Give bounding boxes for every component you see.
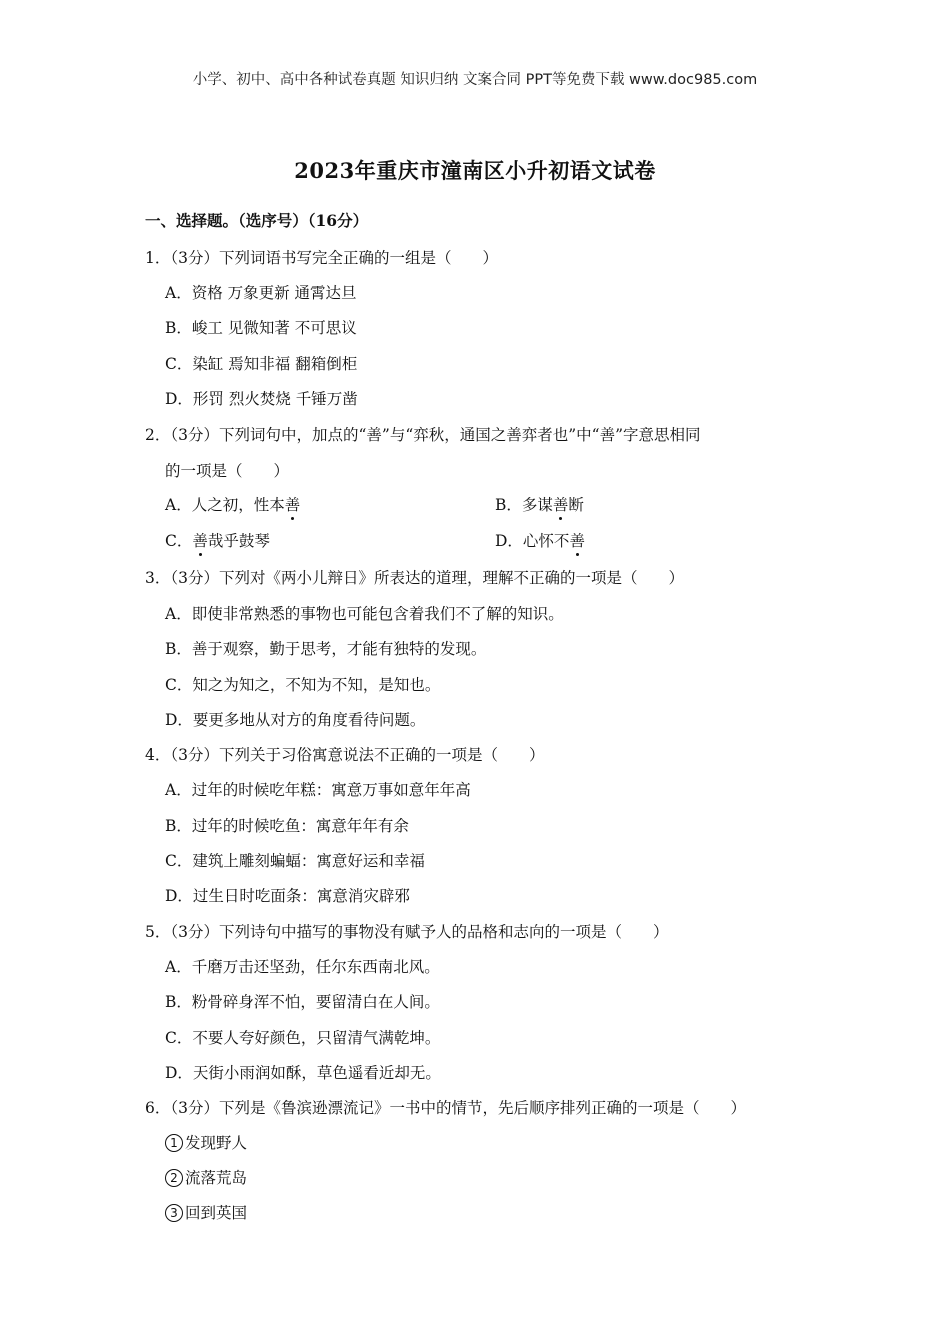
option-text: 断 [568, 496, 584, 514]
question-2-option-a [165, 493, 300, 515]
question-5-option-b: B．粉骨碎身浑不怕，要留清白在人间。 [165, 993, 440, 1011]
option-text: A．人之初，性本 [165, 496, 285, 514]
question-1-option-a: A．资格 万象更新 通霄达旦 [165, 284, 357, 302]
option-text: 哉乎鼓琴 [207, 532, 270, 550]
option-text: D．心怀不 [495, 532, 570, 550]
emphasis-dot-char: 善 [285, 493, 301, 515]
question-3-stem: 3．（3分）下列对《两小儿辩日》所表达的道理，理解不正确的一项是（ ） [145, 569, 684, 587]
emphasis-dot-char: 善 [553, 493, 569, 515]
question-1-stem: 1．（3分）下列词语书写完全正确的一组是（ ） [145, 249, 498, 267]
question-1-option-b: B．峻工 见微知著 不可思议 [165, 319, 357, 337]
section-heading: 一、选择题。（选序号）（16分） [145, 211, 369, 230]
question-3-option-b: B．善于观察，勤于思考，才能有独特的发现。 [165, 640, 487, 658]
circled-number: 2 [165, 1169, 183, 1187]
question-2-stem-cont: 的一项是（ ） [165, 462, 290, 480]
option-text: C． [165, 532, 193, 550]
item-text: 流落荒岛 [185, 1169, 248, 1187]
option-text: B．多谋 [495, 496, 553, 514]
question-3-option-c: C．知之为知之，不知为不知，是知也。 [165, 676, 441, 694]
question-4-option-a: A．过年的时候吃年糕：寓意万事如意年年高 [165, 781, 471, 799]
question-5-stem: 5．（3分）下列诗句中描写的事物没有赋予人的品格和志向的一项是（ ） [145, 923, 669, 941]
question-6-item-1 [165, 1131, 247, 1153]
circled-number: 3 [165, 1204, 183, 1222]
question-2-option-d [495, 529, 585, 551]
question-6-item-2 [165, 1166, 247, 1188]
question-5-option-a: A．千磨万击还坚劲，任尔东西南北风。 [165, 958, 440, 976]
exam-title: 2023年重庆市潼南区小升初语文试卷 [294, 158, 656, 183]
item-text: 回到英国 [185, 1204, 248, 1222]
question-4-stem: 4．（3分）下列关于习俗寓意说法不正确的一项是（ ） [145, 746, 545, 764]
question-5-option-d: D．天街小雨润如酥，草色遥看近却无。 [165, 1064, 441, 1082]
question-1-option-c: C．染缸 焉知非福 翻箱倒柜 [165, 355, 358, 373]
question-6-stem: 6．（3分）下列是《鲁滨逊漂流记》一书中的情节，先后顺序排列正确的一项是（ ） [145, 1099, 746, 1117]
circled-number: 1 [165, 1134, 183, 1152]
question-6-item-3 [165, 1201, 247, 1223]
question-3-option-a: A．即使非常熟悉的事物也可能包含着我们不了解的知识。 [165, 605, 564, 623]
question-1-option-d: D．形罚 烈火焚烧 千锤万凿 [165, 390, 358, 408]
question-2-option-c [165, 529, 270, 551]
question-2-option-b [495, 493, 584, 515]
emphasis-dot-char: 善 [192, 529, 208, 551]
question-3-option-d: D．要更多地从对方的角度看待问题。 [165, 711, 426, 729]
site-banner: 小学、初中、高中各种试卷真题 知识归纳 文案合同 PPT等免费下载 www.doc985.com [192, 72, 758, 88]
question-5-option-c: C．不要人夸好颜色，只留清气满乾坤。 [165, 1029, 441, 1047]
question-4-option-b: B．过年的时候吃鱼：寓意年年有余 [165, 817, 409, 835]
emphasis-dot-char: 善 [569, 529, 585, 551]
item-text: 发现野人 [185, 1134, 248, 1152]
question-4-option-d: D．过生日时吃面条：寓意消灾辟邪 [165, 887, 410, 905]
question-2-stem: 2．（3分）下列词句中，加点的“善”与“弈秋，通国之善弈者也”中“善”字意思相同 [145, 426, 701, 444]
question-4-option-c: C．建筑上雕刻蝙蝠：寓意好运和幸福 [165, 852, 425, 870]
